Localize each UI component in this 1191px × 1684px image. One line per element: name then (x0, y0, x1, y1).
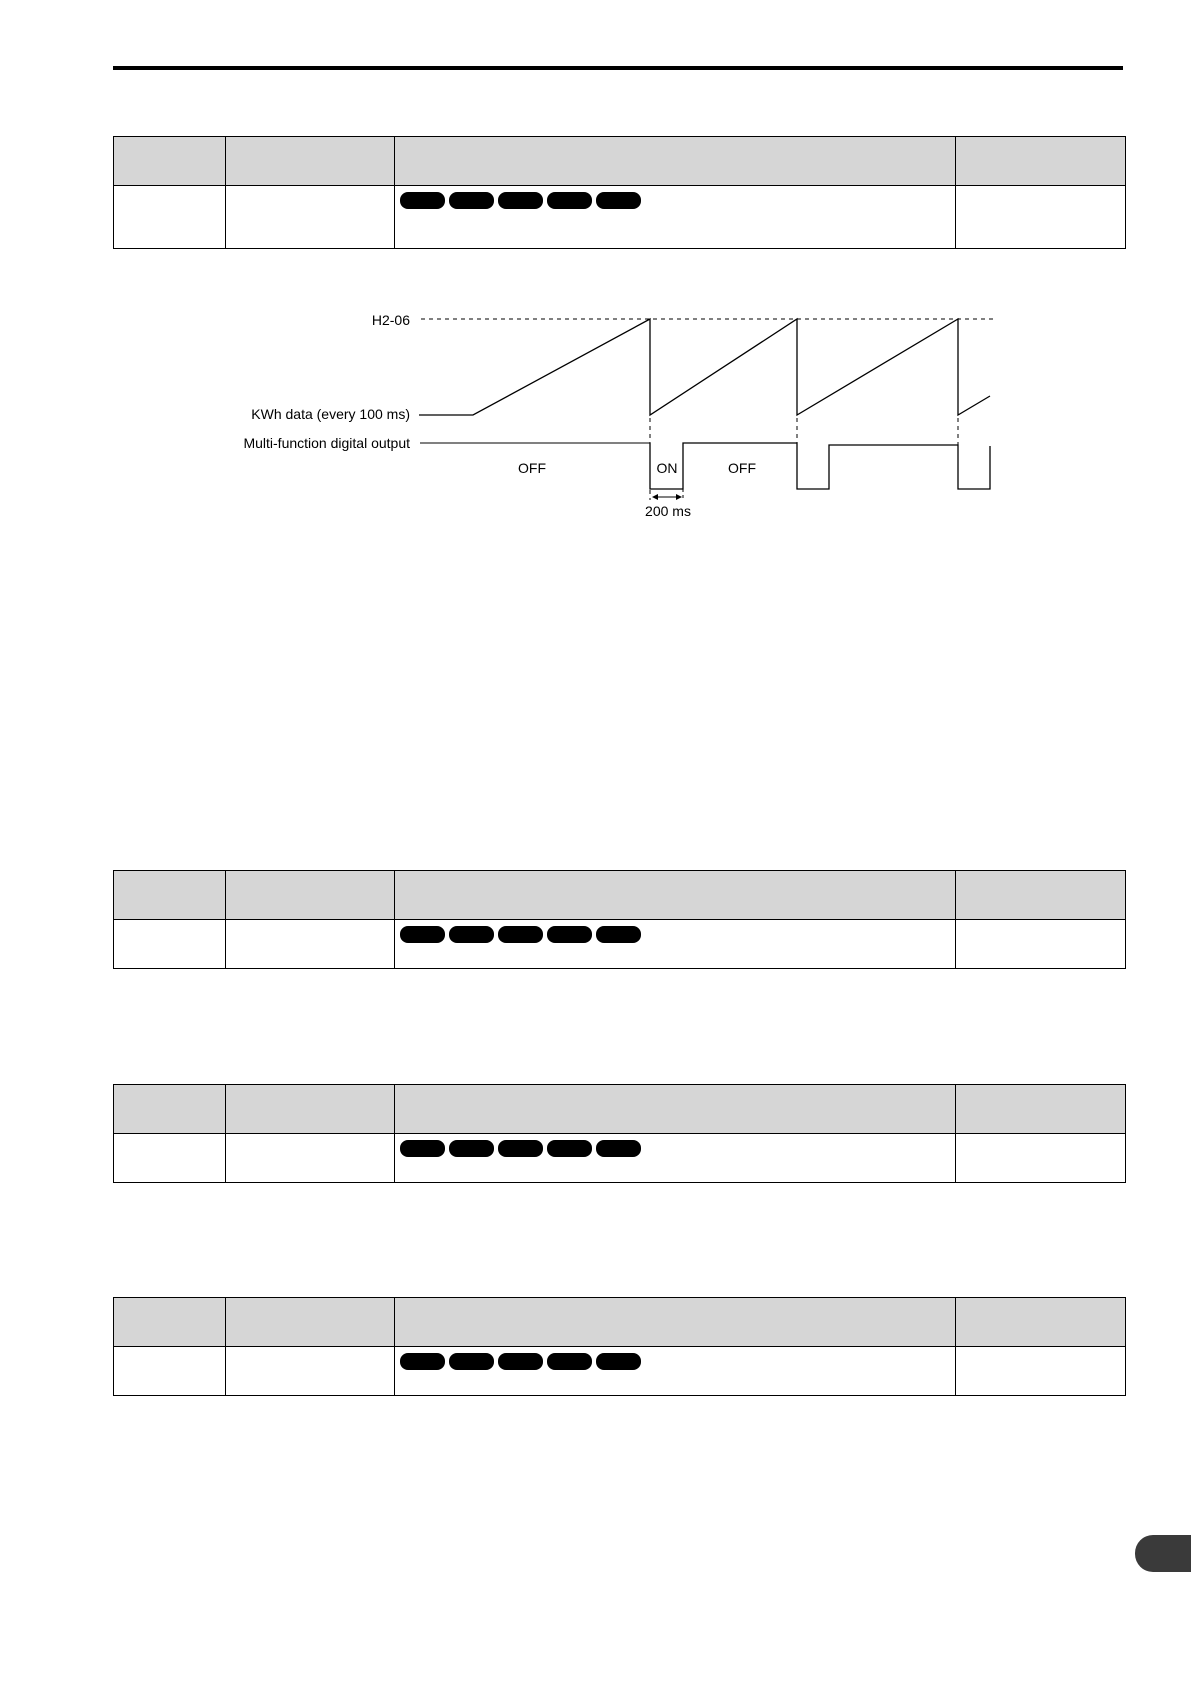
parameter-table-4 (113, 1297, 1126, 1396)
table-header-row (114, 1298, 1126, 1347)
label-multi-function-output: Multi-function digital output (243, 435, 410, 451)
table-row (114, 1347, 1126, 1396)
mode-badge (400, 926, 445, 943)
mode-badge (596, 926, 641, 943)
header-cell-description (395, 1298, 956, 1347)
mode-badge (547, 1353, 592, 1370)
table-row (114, 920, 1126, 969)
header-cell-name (226, 1298, 395, 1347)
control-mode-badges (395, 1134, 955, 1157)
label-on: ON (656, 460, 678, 476)
table-header-row (114, 871, 1126, 920)
chapter-tab-marker (1135, 1535, 1191, 1572)
label-off: OFF (728, 460, 756, 476)
mode-badge (547, 1140, 592, 1157)
label-off: OFF (518, 460, 546, 476)
cell-description (395, 920, 956, 969)
cell-description (395, 1134, 956, 1183)
parameter-table-2 (113, 870, 1126, 969)
mode-badge (596, 1353, 641, 1370)
header-cell-no (114, 1298, 226, 1347)
arrow-left-icon (652, 494, 658, 500)
header-cell-range (956, 871, 1126, 920)
header-cell-name (226, 871, 395, 920)
table-header-row (114, 1085, 1126, 1134)
header-cell-range (956, 1298, 1126, 1347)
header-cell-no (114, 1085, 226, 1134)
arrow-right-icon (676, 494, 682, 500)
mode-badge (596, 1140, 641, 1157)
cell-name (226, 1347, 395, 1396)
cell-name (226, 920, 395, 969)
control-mode-badges (395, 1347, 955, 1370)
mode-badge (400, 1140, 445, 1157)
mode-badge (498, 1140, 543, 1157)
cell-description (395, 1347, 956, 1396)
kwh-pulse-timing-diagram (0, 0, 1191, 560)
cell-no (114, 1347, 226, 1396)
mode-badge (449, 926, 494, 943)
mode-badge (498, 1353, 543, 1370)
cell-name (226, 1134, 395, 1183)
cell-no (114, 920, 226, 969)
table-row (114, 1134, 1126, 1183)
kwh-sawtooth-waveform (419, 319, 990, 415)
cell-range (956, 920, 1126, 969)
header-cell-description (395, 1085, 956, 1134)
digital-output-pulses (650, 443, 990, 489)
mode-badge (547, 926, 592, 943)
control-mode-badges (395, 920, 955, 943)
mode-badge (449, 1140, 494, 1157)
header-cell-range (956, 1085, 1126, 1134)
header-cell-description (395, 871, 956, 920)
mode-badge (498, 926, 543, 943)
mode-badge (449, 1353, 494, 1370)
mode-badge (400, 1353, 445, 1370)
cell-range (956, 1134, 1126, 1183)
header-cell-no (114, 871, 226, 920)
cell-range (956, 1347, 1126, 1396)
cell-no (114, 1134, 226, 1183)
label-pulse-width: 200 ms (645, 503, 691, 519)
label-kwh-data: KWh data (every 100 ms) (251, 406, 410, 422)
parameter-table-3 (113, 1084, 1126, 1183)
header-cell-name (226, 1085, 395, 1134)
label-h2-06: H2-06 (371, 312, 410, 328)
